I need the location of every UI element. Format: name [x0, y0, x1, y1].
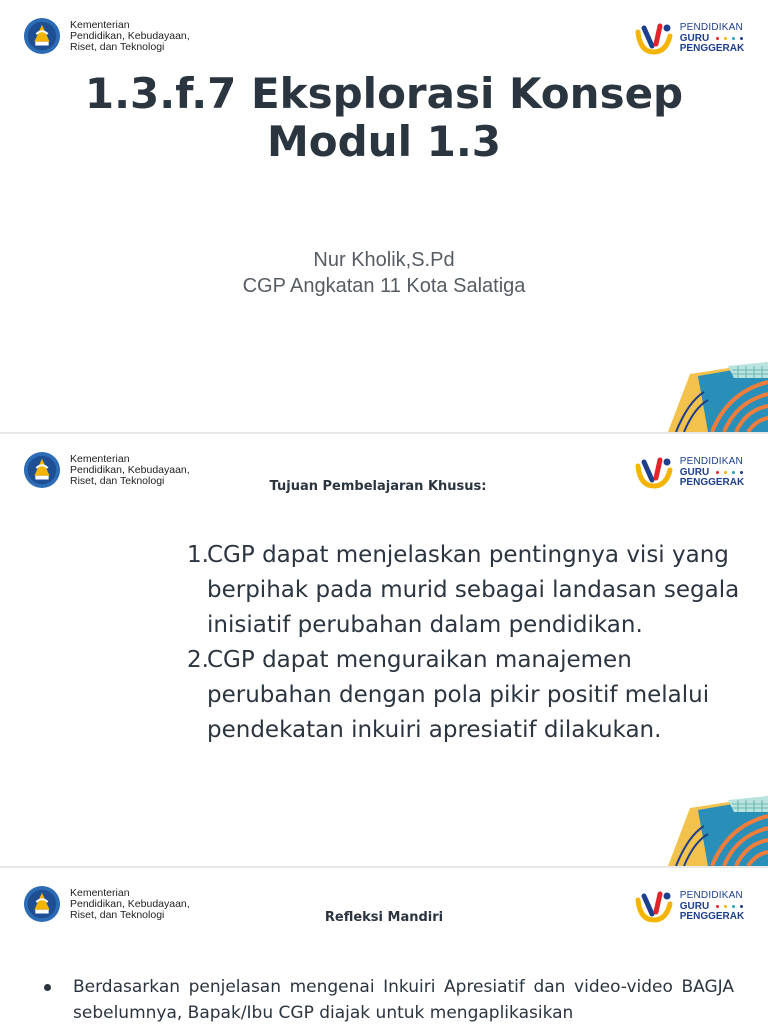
ministry-line-3: Riset, dan Teknologi	[70, 475, 165, 487]
author-affiliation: CGP Angkatan 11 Kota Salatiga	[242, 275, 526, 297]
program-line-1: PENDIDIKAN	[679, 22, 743, 34]
reflection-list	[40, 974, 734, 1024]
ministry-logo	[23, 17, 190, 55]
ministry-line-3: Riset, dan Teknologi	[70, 909, 165, 921]
ministry-line-1: Kementerian	[70, 887, 130, 899]
slide-title-heading	[0, 70, 768, 166]
list-item	[40, 974, 734, 1024]
ministry-line-2: Pendidikan, Kebudayaan,	[70, 464, 190, 476]
list-item-text: CGP dapat menjelaskan pentingnya visi yang berpihak pada murid sebagai landasan segala inisiatif perubahan dalam pendidikan.	[207, 542, 740, 638]
list-item	[187, 643, 747, 748]
program-line-2: GURU	[679, 900, 710, 912]
ministry-line-2: Pendidikan, Kebudayaan,	[70, 30, 190, 42]
bullet-dot-icon	[44, 984, 51, 991]
title-line-1: 1.3.f.7 Eksplorasi Konsep	[84, 69, 684, 118]
program-line-3: PENGGERAK	[679, 477, 745, 489]
list-item	[187, 538, 747, 643]
program-line-2: GURU	[679, 32, 710, 44]
guru-penggerak-logo	[634, 22, 748, 56]
decorative-corner-pattern-icon	[668, 362, 768, 432]
list-item-number: 2.	[187, 647, 209, 673]
guru-penggerak-mark-icon	[634, 22, 674, 56]
ministry-line-1: Kementerian	[70, 453, 130, 465]
slide-learning-goals	[0, 434, 768, 866]
ministry-line-1: Kementerian	[70, 19, 130, 31]
section-heading: Refleksi Mandiri	[324, 910, 444, 925]
slide-title	[0, 0, 768, 432]
list-item-text: Berdasarkan penjelasan mengenai Inkuiri Apresiatif dan video-video BAGJA sebelumnya, Bapak/Ibu CGP diajak untuk mengaplikasikan	[73, 977, 734, 1023]
ministry-line-2: Pendidikan, Kebudayaan,	[70, 898, 190, 910]
title-line-2: Modul 1.3	[266, 117, 502, 166]
slide-self-reflection	[0, 868, 768, 1024]
author-block	[0, 247, 768, 299]
program-line-1: PENDIDIKAN	[679, 890, 743, 902]
ministry-line-3: Riset, dan Teknologi	[70, 41, 165, 53]
decorative-corner-pattern-icon	[668, 796, 768, 866]
program-line-1: PENDIDIKAN	[679, 456, 743, 468]
tut-wuri-handayani-seal-icon	[23, 17, 61, 55]
program-line-3: PENGGERAK	[679, 911, 745, 923]
goals-list	[187, 538, 747, 748]
program-line-2: GURU	[679, 466, 710, 478]
section-heading: Tujuan Pembelajaran Khusus:	[269, 479, 487, 494]
list-item-text: CGP dapat menguraikan manajemen perubahan dengan pola pikir positif melalui pendekatan inkuiri apresiatif dilakukan.	[207, 647, 710, 743]
program-line-3: PENGGERAK	[679, 43, 745, 55]
author-name: Nur Kholik,S.Pd	[313, 249, 455, 271]
list-item-number: 1.	[187, 542, 209, 568]
